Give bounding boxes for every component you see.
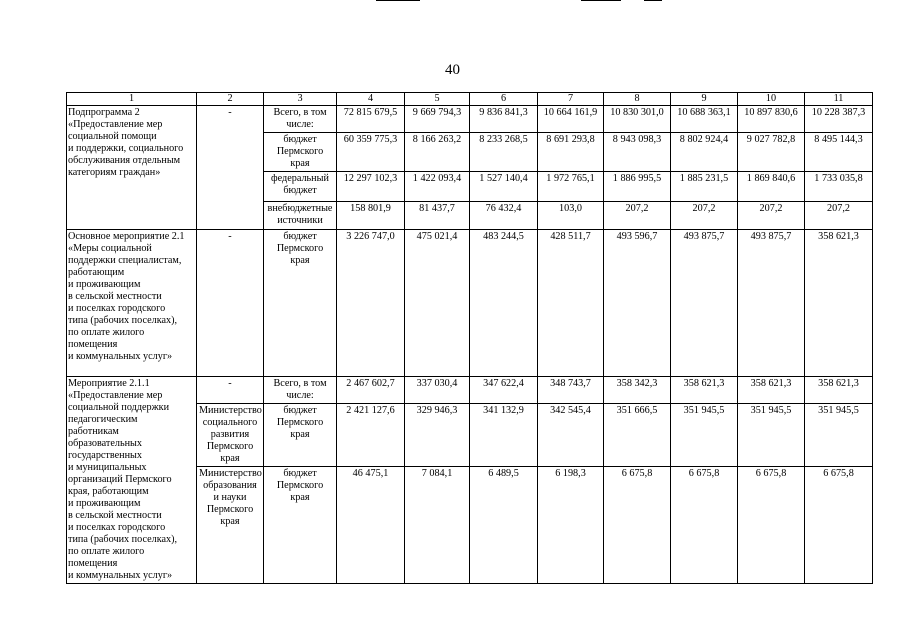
value-cell: 6 675,8 bbox=[805, 467, 873, 584]
top-rule-mid bbox=[581, 0, 621, 1]
value-cell: 10 688 363,1 bbox=[671, 106, 738, 133]
value-cell: 9 836 841,3 bbox=[470, 106, 538, 133]
header-cell: 7 bbox=[538, 93, 604, 106]
table-row bbox=[67, 377, 873, 404]
value-cell: 1 972 765,1 bbox=[538, 172, 604, 202]
value-cell: 347 622,4 bbox=[470, 377, 538, 404]
value-cell: 8 495 144,3 bbox=[805, 133, 873, 172]
header-cell: 10 bbox=[738, 93, 805, 106]
value-cell: 9 027 782,8 bbox=[738, 133, 805, 172]
value-cell: 207,2 bbox=[805, 202, 873, 230]
value-cell: 207,2 bbox=[604, 202, 671, 230]
value-cell: 1 869 840,6 bbox=[738, 172, 805, 202]
value-cell: 483 244,5 bbox=[470, 230, 538, 377]
header-cell: 2 bbox=[197, 93, 264, 106]
page-number: 40 bbox=[445, 62, 460, 78]
source-cell: Всего, в том числе: bbox=[264, 377, 337, 404]
value-cell: 329 946,3 bbox=[405, 404, 470, 467]
value-cell: 6 675,8 bbox=[738, 467, 805, 584]
value-cell: 1 886 995,5 bbox=[604, 172, 671, 202]
executor-cell: - bbox=[197, 377, 264, 404]
value-cell: 10 664 161,9 bbox=[538, 106, 604, 133]
value-cell: 351 945,5 bbox=[738, 404, 805, 467]
table-row bbox=[67, 106, 873, 133]
value-cell: 12 297 102,3 bbox=[337, 172, 405, 202]
value-cell: 337 030,4 bbox=[405, 377, 470, 404]
value-cell: 8 166 263,2 bbox=[405, 133, 470, 172]
value-cell: 8 943 098,3 bbox=[604, 133, 671, 172]
value-cell: 475 021,4 bbox=[405, 230, 470, 377]
value-cell: 1 733 035,8 bbox=[805, 172, 873, 202]
value-cell: 1 527 140,4 bbox=[470, 172, 538, 202]
value-cell: 10 830 301,0 bbox=[604, 106, 671, 133]
program-name: Мероприятие 2.1.1 «Предоставление мер социальной поддержки педагогическим работникам образовательных государственных и муниципальных организаций Пермского края, работающим и проживающим в сельской местности и поселках городского типа (рабочих поселках), по оплате жилого помещения и коммунальных услуг» bbox=[67, 377, 197, 584]
value-cell: 46 475,1 bbox=[337, 467, 405, 584]
program-name: Основное мероприятие 2.1 «Меры социальной поддержки специалистам, работающим и проживающим в сельской местности и поселках городского типа (рабочих поселках), по оплате жилого помещения и коммунальных услуг» bbox=[67, 230, 197, 377]
value-cell: 9 669 794,3 bbox=[405, 106, 470, 133]
value-cell: 8 802 924,4 bbox=[671, 133, 738, 172]
value-cell: 81 437,7 bbox=[405, 202, 470, 230]
value-cell: 358 621,3 bbox=[671, 377, 738, 404]
source-cell: бюджет Пермского края bbox=[264, 230, 337, 377]
value-cell: 493 875,7 bbox=[671, 230, 738, 377]
value-cell: 60 359 775,3 bbox=[337, 133, 405, 172]
value-cell: 351 945,5 bbox=[671, 404, 738, 467]
program-name: Подпрограмма 2 «Предоставление мер социальной помощи и поддержки, социального обслуживания отдельным категориям граждан» bbox=[67, 106, 197, 230]
value-cell: 341 132,9 bbox=[470, 404, 538, 467]
value-cell: 8 233 268,5 bbox=[470, 133, 538, 172]
value-cell: 72 815 679,5 bbox=[337, 106, 405, 133]
executor-cell: Министерство образования и науки Пермского края bbox=[197, 467, 264, 584]
header-cell: 11 bbox=[805, 93, 873, 106]
header-cell: 9 bbox=[671, 93, 738, 106]
value-cell: 493 596,7 bbox=[604, 230, 671, 377]
value-cell: 10 228 387,3 bbox=[805, 106, 873, 133]
top-rule-left bbox=[376, 0, 420, 1]
budget-table bbox=[66, 92, 873, 584]
source-cell: федеральный бюджет bbox=[264, 172, 337, 202]
header-cell: 1 bbox=[67, 93, 197, 106]
value-cell: 428 511,7 bbox=[538, 230, 604, 377]
header-cell: 8 bbox=[604, 93, 671, 106]
value-cell: 103,0 bbox=[538, 202, 604, 230]
value-cell: 7 084,1 bbox=[405, 467, 470, 584]
value-cell: 6 198,3 bbox=[538, 467, 604, 584]
value-cell: 6 675,8 bbox=[671, 467, 738, 584]
source-cell: внебюджетные источники bbox=[264, 202, 337, 230]
header-cell: 5 bbox=[405, 93, 470, 106]
header-cell: 6 bbox=[470, 93, 538, 106]
source-cell: бюджет Пермского края bbox=[264, 404, 337, 467]
value-cell: 1 885 231,5 bbox=[671, 172, 738, 202]
value-cell: 358 621,3 bbox=[805, 377, 873, 404]
value-cell: 358 621,3 bbox=[738, 377, 805, 404]
value-cell: 8 691 293,8 bbox=[538, 133, 604, 172]
value-cell: 76 432,4 bbox=[470, 202, 538, 230]
value-cell: 358 342,3 bbox=[604, 377, 671, 404]
value-cell: 6 675,8 bbox=[604, 467, 671, 584]
value-cell: 1 422 093,4 bbox=[405, 172, 470, 202]
executor-cell: - bbox=[197, 230, 264, 377]
value-cell: 3 226 747,0 bbox=[337, 230, 405, 377]
value-cell: 158 801,9 bbox=[337, 202, 405, 230]
value-cell: 351 945,5 bbox=[805, 404, 873, 467]
source-cell: бюджет Пермского края bbox=[264, 133, 337, 172]
source-cell: бюджет Пермского края bbox=[264, 467, 337, 584]
source-cell: Всего, в том числе: bbox=[264, 106, 337, 133]
header-row bbox=[67, 93, 873, 106]
value-cell: 2 421 127,6 bbox=[337, 404, 405, 467]
value-cell: 348 743,7 bbox=[538, 377, 604, 404]
value-cell: 207,2 bbox=[671, 202, 738, 230]
value-cell: 342 545,4 bbox=[538, 404, 604, 467]
top-rule-right bbox=[644, 0, 662, 1]
header-cell: 3 bbox=[264, 93, 337, 106]
value-cell: 351 666,5 bbox=[604, 404, 671, 467]
executor-cell: - bbox=[197, 106, 264, 230]
table-row bbox=[67, 230, 873, 377]
value-cell: 10 897 830,6 bbox=[738, 106, 805, 133]
value-cell: 2 467 602,7 bbox=[337, 377, 405, 404]
executor-cell: Министерство социального развития Пермского края bbox=[197, 404, 264, 467]
value-cell: 493 875,7 bbox=[738, 230, 805, 377]
value-cell: 358 621,3 bbox=[805, 230, 873, 377]
value-cell: 6 489,5 bbox=[470, 467, 538, 584]
header-cell: 4 bbox=[337, 93, 405, 106]
value-cell: 207,2 bbox=[738, 202, 805, 230]
